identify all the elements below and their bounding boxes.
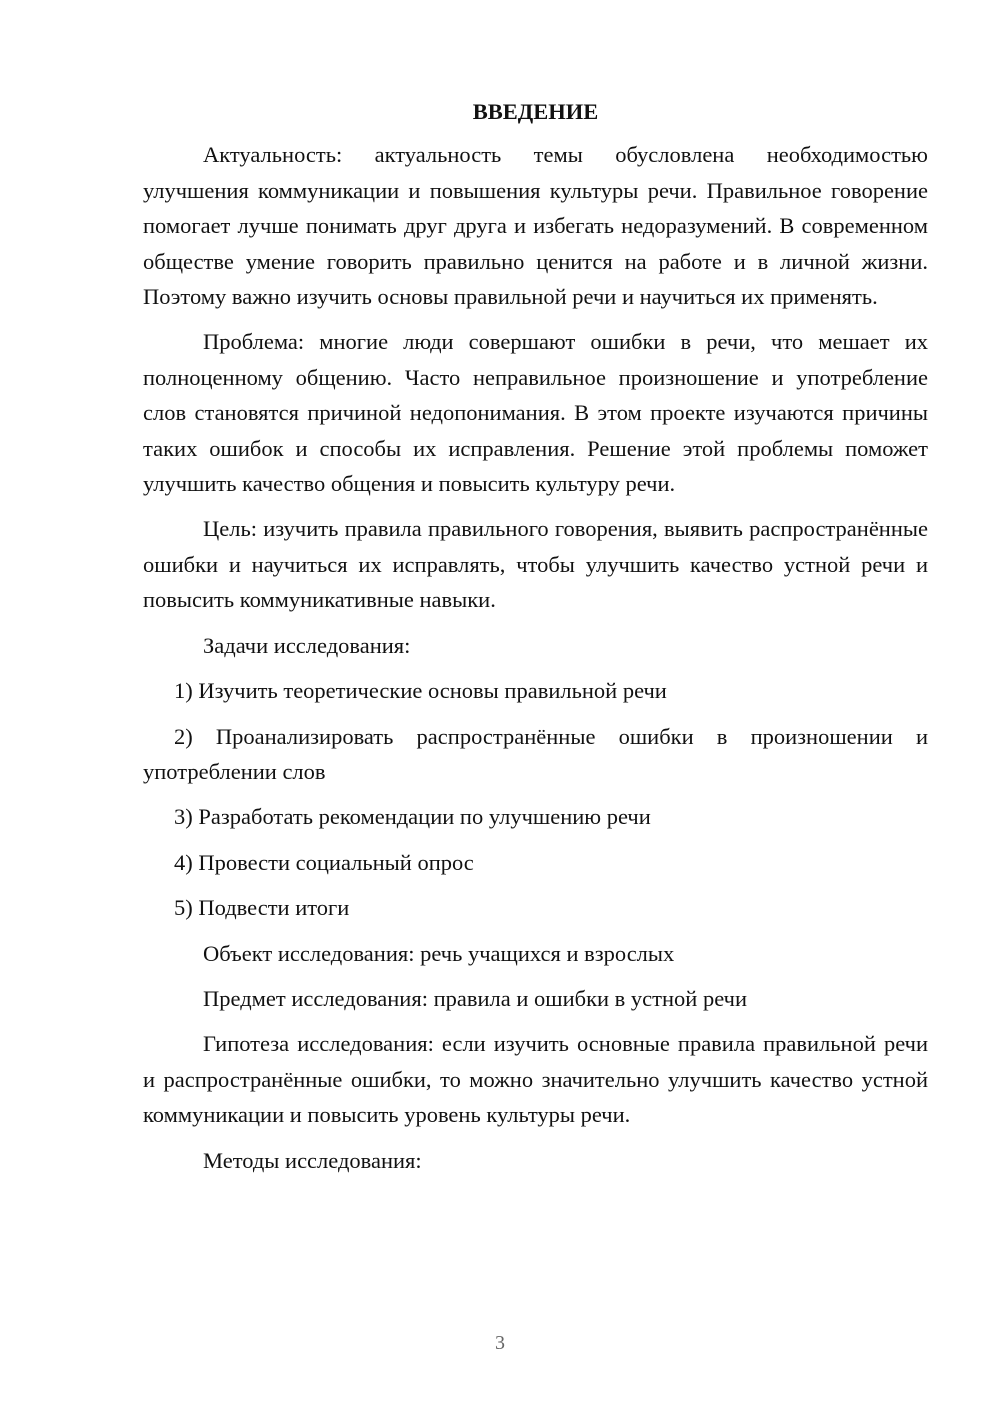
methods-heading: Методы исследования: xyxy=(203,1147,422,1173)
task-item-2: 2) Проанализировать распространённые ошибки в произношении и употреблении слов xyxy=(143,723,928,784)
goal-paragraph: Цель: изучить правила правильного говорения, выявить распространённые ошибки и научиться их исправлять, чтобы улучшить качество устной речи и повысить коммуникативные навыки. xyxy=(143,516,928,613)
task-item-5: 5) Подвести итоги xyxy=(174,895,350,921)
task-item-4: 4) Провести социальный опрос xyxy=(174,849,474,875)
page-content xyxy=(143,94,928,1188)
tasks-heading: Задачи исследования: xyxy=(203,632,411,658)
problem-paragraph: Проблема: многие люди совершают ошибки в речи, что мешает их полноценному общению. Часто неправильное произношение и употребление слов становятся причиной недопонимания. В этом проекте изучаются причины таких ошибок и способы их исправления. Решение этой проблемы поможет улучшить качество общения и повысить культуру речи. xyxy=(143,329,928,497)
page-number: 3 xyxy=(495,1332,505,1354)
hypothesis-paragraph: Гипотеза исследования: если изучить основные правила правильной речи и распространённые ошибки, то можно значительно улучшить качество устной коммуникации и повысить уровень культуры речи. xyxy=(143,1031,928,1128)
relevance-paragraph: Актуальность: актуальность темы обусловлена необходимостью улучшения коммуникации и повышения культуры речи. Правильное говорение помогает лучше понимать друг друга и избегать недоразумений. В современном обществе умение говорить правильно ценится на работе и в личной жизни. Поэтому важно изучить основы правильной речи и научиться их применять. xyxy=(143,142,928,310)
page-title: ВВЕДЕНИЕ xyxy=(472,99,599,124)
research-object: Объект исследования: речь учащихся и взрослых xyxy=(203,940,675,966)
task-item-3: 3) Разработать рекомендации по улучшению речи xyxy=(174,804,651,830)
task-item-1: 1) Изучить теоретические основы правильной речи xyxy=(174,678,667,704)
research-subject: Предмет исследования: правила и ошибки в устной речи xyxy=(203,985,747,1011)
